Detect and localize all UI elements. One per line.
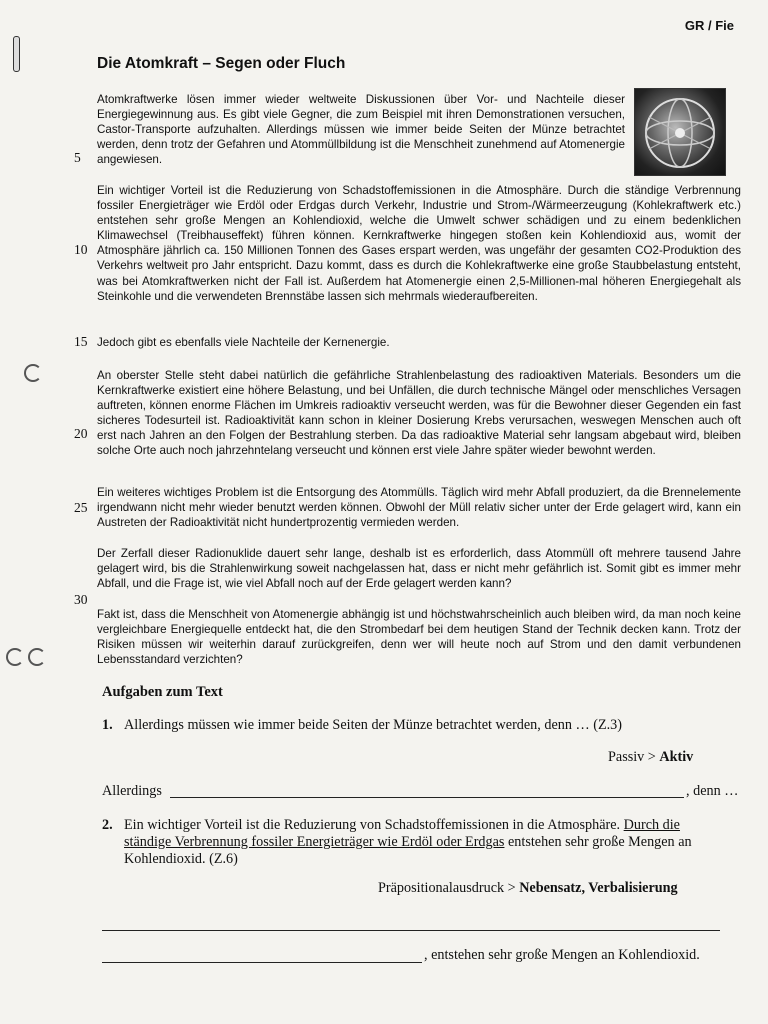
- tasks-heading: Aufgaben zum Text: [102, 684, 223, 700]
- atom-sculpture-photo: [634, 88, 726, 176]
- task-2-text-before: Ein wichtiger Vorteil ist die Reduzierung von Schadstoffemissionen in die Atmosphäre.: [124, 817, 621, 833]
- paragraph-decay: Der Zerfall dieser Radionuklide dauert sehr lange, deshalb ist es erforderlich, dass Atommüll oft mehrere tausend Jahre gelagert wird, bis die Strahlenwirkung soweit nachgelassen hat, dass er nicht mehr gefährlich ist. Somit gibt es immer mehr Abfall, und die Frage ist, wie viel Abfall noch auf der Erde gelagert werden kann?: [97, 547, 741, 591]
- task-1-number: 1.: [102, 717, 113, 733]
- punch-hole-mark: [6, 648, 24, 666]
- line-number: 10: [74, 242, 88, 257]
- task-2-text-underlined: Durch die ständige Verbrennung fossiler Energieträger wie Erdöl oder Erdgas: [124, 817, 680, 850]
- task-2-prompt: [102, 817, 722, 868]
- task-1-prompt: [102, 717, 742, 734]
- task-1-instruction-target: Aktiv: [659, 749, 694, 765]
- header-code: GR / Fie: [684, 18, 734, 33]
- task-1-answer-end: , denn …: [686, 783, 739, 799]
- paragraph-radiation: An oberster Stelle steht dabei natürlich die gefährliche Strahlenbelastung des radioaktiven Materials. Besonders um die Kernkraftwerke existiert eine höhere Belastung, und bei Unfällen, die durch technische Mängel oder menschliches Versagen auftreten, können enorme Flächen im Umkreis radioaktiv verseucht werden, was für die Bewohner dieser Gegenden ein fast sicheres Todesurteil ist. Radioaktivität kann schon in kleiner Dosierung Krebs verursachen, weswegen Menschen auch oft erst nach Jahren an den Folgen der Bestrahlung sterben. Da das radioaktive Material sehr langsam abgebaut wird, bleiben solche Orte auch noch jahrzehntelang verseucht und können erst viele Jahre später wieder bewohnt werden.: [97, 369, 741, 458]
- task-1-answer-blank[interactable]: [170, 797, 684, 798]
- paragraph-advantages: Ein wichtiger Vorteil ist die Reduzierung von Schadstoffemissionen in die Atmosphäre. Durch die ständige Verbrennung fossiler Energieträger wie Erdöl oder Erdgas durch Verkehr, Industrie und Strom-/Wärmeerzeugung (Kohlekraftwerk etc.) entstehen sehr große Mengen an Kohlendioxid, welche die Umwelt schwer schädigen und zu einem bedenklichen Klimawechsel (Treibhauseffekt) führen können. Kernkraftwerke hingegen stoßen kein Kohlendioxid aus, womit der Atmosphäre jährlich ca. 150 Millionen Tonnen des Gases erspart werden, was ungefähr der gesamten CO2-Produktion des Verkehrs weltweit pro Jahr entspricht. Dazu kommt, dass es durch die Kohlekraftwerke eine große Staubbelastung entsteht, was bei Atomkraftwerken nicht der Fall ist. Außerdem hat Atomenergie einen 2,5-Millionen-mal höheren Energiegehalt als Steinkohle und die verwendeten Brennstäbe lassen sich mehrmals wiederaufbereiten.: [97, 184, 741, 303]
- paragraph-intro: Atomkraftwerke lösen immer wieder weltweite Diskussionen über Vor- und Nachteile dieser Energiegewinnung aus. Es gibt viele Gegner, die zum Beispiel mit ihren Demonstrationen versuchen, Castor-Transporte aufzuhalten. Allerdings müssen wie immer beide Seiten der Münze betrachtet werden, denn trotz der Gefahren und Atommüllbildung ist die Menschheit zunehmend auf Atomenergie angewiesen.: [97, 93, 625, 167]
- paragraph-waste: Ein weiteres wichtiges Problem ist die Entsorgung des Atommülls. Täglich wird mehr Abfall produziert, da die Brennelemente irgendwann nicht mehr wieder benutzt werden können. Obwohl der Müll relativ sicher unter der Erde gelagert wird, kann ein Austreten der Radioaktivität nicht hundertprozentig vermieden werden.: [97, 486, 741, 530]
- task-2-text-after: entstehen sehr große Mengen an Kohlendioxid. (Z.6): [124, 834, 692, 867]
- task-1-text: Allerdings müssen wie immer beide Seiten der Münze betrachtet werden, denn … (Z.3): [124, 717, 622, 733]
- punch-hole-mark: [24, 364, 42, 382]
- task-2-instruction-target: Nebensatz, Verbalisierung: [519, 880, 678, 896]
- task-2-answer-blank-short[interactable]: [102, 962, 422, 963]
- line-number: 5: [74, 150, 81, 165]
- page-title: Die Atomkraft – Segen oder Fluch: [97, 55, 346, 72]
- task-2-answer-blank[interactable]: [102, 930, 720, 931]
- task-2-instruction: [378, 880, 678, 897]
- line-number: 20: [74, 426, 88, 441]
- paragraph-transition: Jedoch gibt es ebenfalls viele Nachteile der Kernenergie.: [97, 336, 390, 349]
- task-1-instruction-prefix: Passiv >: [608, 749, 660, 765]
- atom-photo-graphic: [635, 89, 725, 175]
- line-number: 15: [74, 334, 88, 349]
- line-number: 30: [74, 592, 88, 607]
- punch-hole-mark: [28, 648, 46, 666]
- line-number: 25: [74, 500, 88, 515]
- binder-clip: [13, 36, 20, 72]
- task-2-number: 2.: [102, 817, 113, 833]
- task-1-answer-start: Allerdings: [102, 783, 162, 799]
- task-2-instruction-prefix: Präpositionalausdruck >: [378, 880, 520, 896]
- task-2-answer-end: , entstehen sehr große Mengen an Kohlendioxid.: [424, 947, 700, 963]
- task-1-instruction: [608, 749, 693, 766]
- paragraph-conclusion: Fakt ist, dass die Menschheit von Atomenergie abhängig ist und höchstwahrscheinlich auch bleiben wird, da man noch keine vergleichbare Energiequelle entdeckt hat, die den Strombedarf bei dem heutigen Stand der Technik decken kann. Trotz der Risiken müssen wir weiterhin darauf zurückgreifen, denn wer will heute noch auf Strom und den damit verbundenen Lebensstandard verzichten?: [97, 608, 741, 667]
